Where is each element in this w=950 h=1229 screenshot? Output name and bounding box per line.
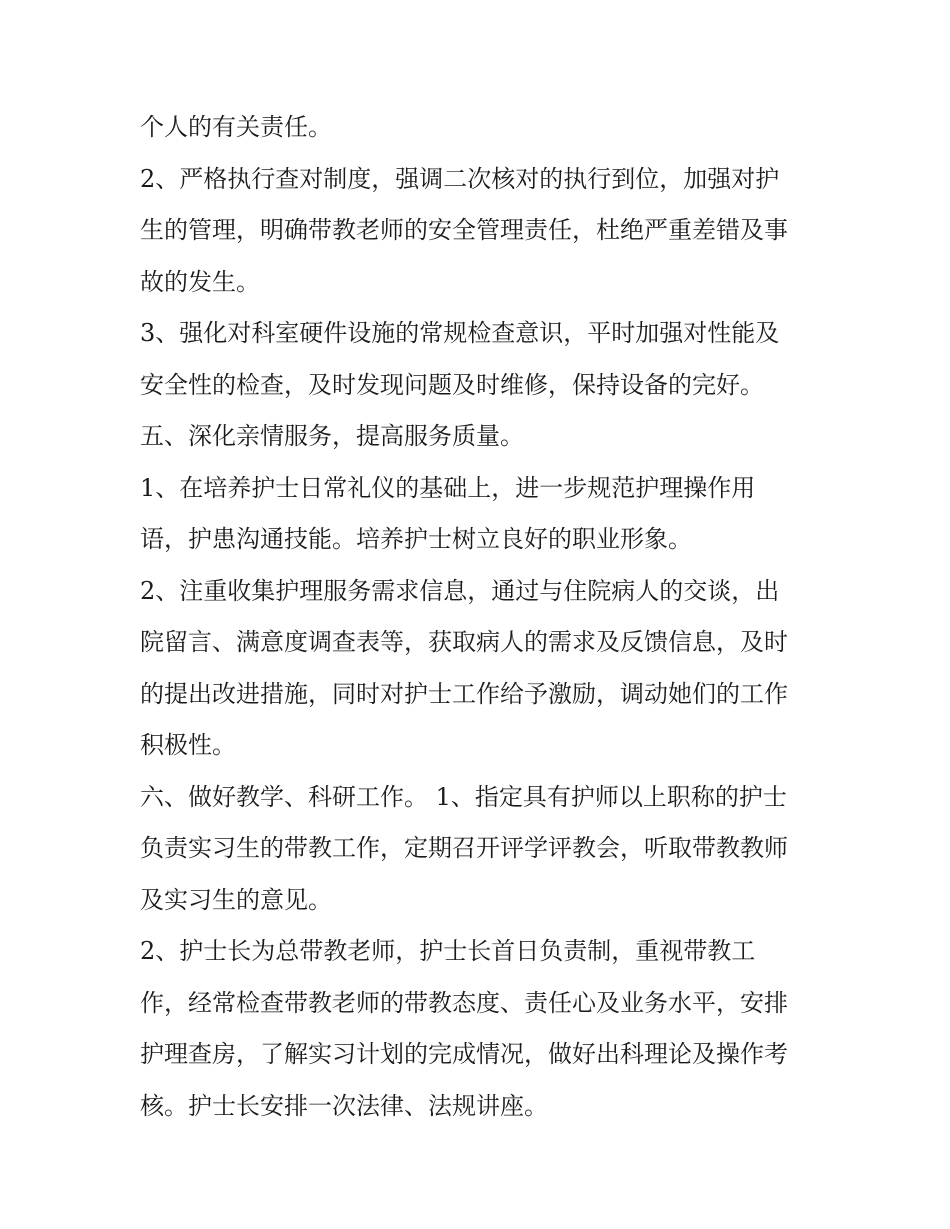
text-line: 的提出改进措施，同时对护士工作给予激励，调动她们的工作 (140, 680, 788, 708)
text-line: 负责实习生的带教工作，定期召开评学评教会，听取带教教师 (140, 834, 788, 862)
text-line: 2、严格执行查对制度，强调二次核对的执行到位，加强对护 (140, 165, 780, 193)
text-line: 3、强化对科室硬件设施的常规检查意识，平时加强对性能及 (140, 319, 780, 347)
text-line: 及实习生的意见。 (140, 886, 332, 914)
text-line: 个人的有关责任。 (140, 113, 332, 141)
text-line: 2、注重收集护理服务需求信息，通过与住院病人的交谈，出 (140, 577, 780, 605)
text-line: 生的管理，明确带教老师的安全管理责任，杜绝严重差错及事 (140, 216, 788, 244)
text-line: 作，经常检查带教老师的带教态度、责任心及业务水平，安排 (140, 989, 788, 1017)
text-line: 六、做好教学、科研工作。 1、指定具有护师以上职称的护士 (140, 783, 787, 811)
text-line: 1、在培养护士日常礼仪的基础上，进一步规范护理操作用 (140, 474, 756, 502)
text-line: 院留言、满意度调查表等，获取病人的需求及反馈信息，及时 (140, 628, 788, 656)
text-line: 安全性的检查，及时发现问题及时维修，保持设备的完好。 (140, 371, 764, 399)
text-line: 语，护患沟通技能。培养护士树立良好的职业形象。 (140, 525, 692, 553)
text-line: 五、深化亲情服务，提高服务质量。 (140, 422, 524, 450)
text-line: 故的发生。 (140, 268, 260, 296)
text-line: 核。护士长安排一次法律、法规讲座。 (140, 1092, 548, 1120)
text-line: 2、护士长为总带教老师，护士长首日负责制，重视带教工 (140, 937, 756, 965)
text-line: 护理查房，了解实习计划的完成情况，做好出科理论及操作考 (140, 1040, 788, 1068)
text-line: 积极性。 (140, 731, 236, 759)
